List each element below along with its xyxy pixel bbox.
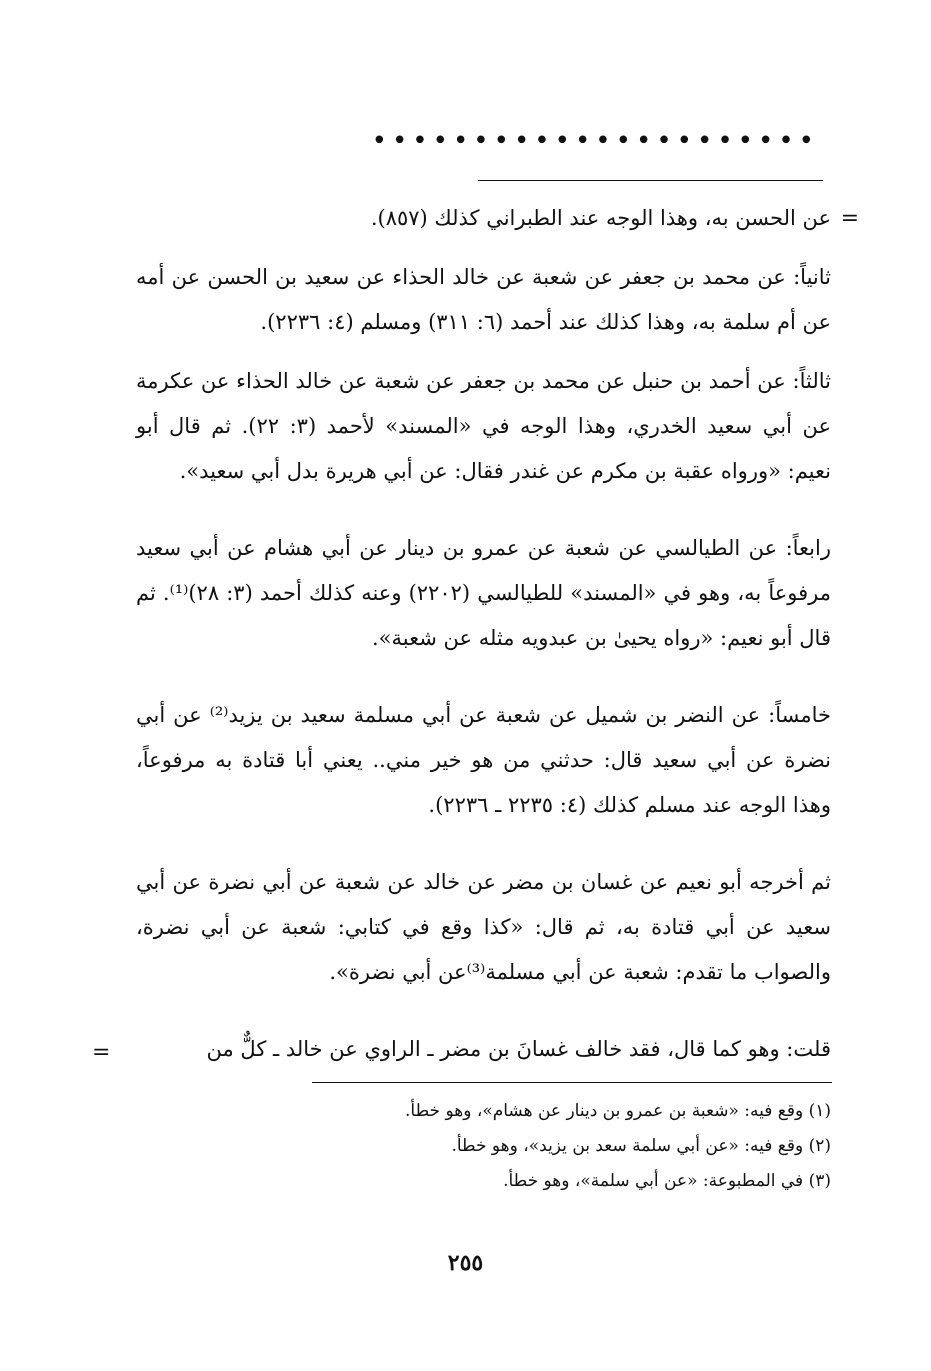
- footnotes: [136, 1094, 831, 1199]
- paragraph: ثانياً: عن محمد بن جعفر عن شعبة عن خالد الحذاء عن سعيد بن الحسن عن أمه عن أم سلمة به، وهذا كذلك عند أحمد (٦: ٣١١) ومسلم (٤: ٢٢٣٦).: [136, 265, 831, 334]
- header-dots: ••••••••••••••••••••••: [371, 126, 819, 156]
- continuation-marker-start: =: [840, 206, 859, 231]
- main-text: [136, 196, 831, 1072]
- paragraph: ثالثاً: عن أحمد بن حنبل عن محمد بن جعفر عن شعبة عن خالد الحذاء عن عكرمة عن أبي سعيد الخدري، وهذا الوجه في «المسند» لأحمد (٣: ٢٢). ثم قال أبو نعيم: «ورواه عقبة بن مكرم عن غندر فقال: عن أبي هريرة بدل أبي سعيد».: [136, 369, 831, 483]
- footnote: (٢) وقع فيه: «عن أبي سلمة سعد بن يزيد»، وهو خطأ.: [451, 1136, 831, 1156]
- paragraph: خامساً: عن النضر بن شميل عن شعبة عن أبي مسلمة سعيد بن يزيد⁽²⁾ عن أبي نضرة عن أبي سعيد قال: حدثني من هو خير مني.. يعني أبا قتادة به مرفوعاً، وهذا الوجه عند مسلم كذلك (٤: ٢٢٣٥ ـ ٢٢٣٦).: [136, 703, 831, 817]
- page-number: ٢٥٥: [447, 1250, 484, 1276]
- header-rule: [478, 180, 823, 181]
- paragraph: ثم أخرجه أبو نعيم عن غسان بن مضر عن خالد عن شعبة عن أبي نضرة عن أبي سعيد عن أبي قتادة به، ثم قال: «كذا وقع في كتابي: شعبة عن أبي نضرة، والصواب ما تقدم: شعبة عن أبي مسلمة⁽³⁾عن أبي نضرة».: [136, 870, 831, 984]
- footnote: (١) وقع فيه: «شعبة بن عمرو بن دينار عن هشام»، وهو خطأ.: [405, 1101, 831, 1121]
- footnote: (٣) في المطبوعة: «عن أبي سلمة»، وهو خطأ.: [503, 1171, 831, 1191]
- paragraph: رابعاً: عن الطيالسي عن شعبة عن عمرو بن دينار عن أبي هشام عن أبي سعيد مرفوعاً به، وهو في «المسند» للطيالسي (٢٢٠٢) وعنه كذلك أحمد (٣: ٢٨)⁽¹⁾. ثم قال أبو نعيم: «رواه يحيىٰ بن عبدويه مثله عن شعبة».: [136, 536, 831, 650]
- paragraph: قلت: وهو كما قال، فقد خالف غسانَ بن مضر ـ الراوي عن خالد ـ كلٌّ من: [206, 1037, 831, 1061]
- continuation-marker-end: =: [92, 1040, 111, 1065]
- paragraph: عن الحسن به، وهذا الوجه عند الطبراني كذلك (٨٥٧).: [370, 206, 831, 230]
- footnote-rule: [312, 1082, 832, 1083]
